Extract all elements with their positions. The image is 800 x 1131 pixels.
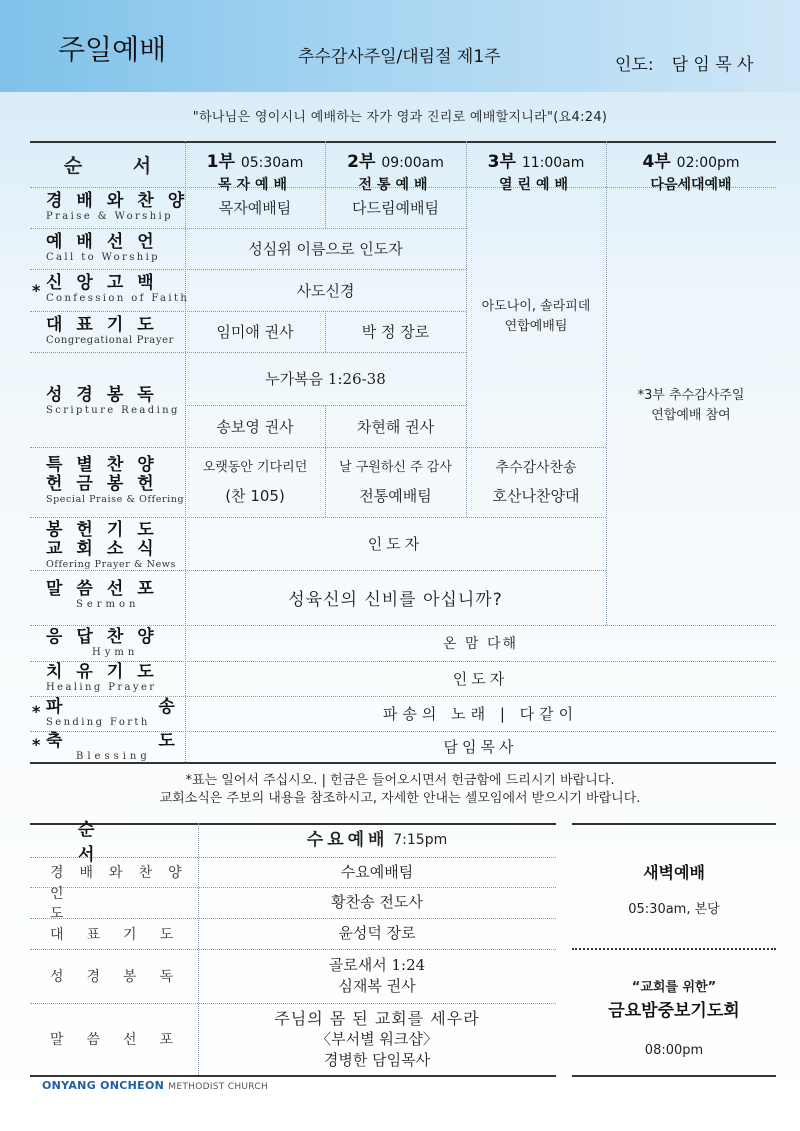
healing-value: 인도자 xyxy=(452,670,509,688)
order-header: 순 서 xyxy=(63,154,174,177)
wed-row-sermon-label: 말씀선포 xyxy=(50,1032,197,1048)
row-offering-prayer-label: 봉헌기도 교회소식 Offering Prayer & News xyxy=(46,520,177,570)
scripture-passage: 누가복음 1:26-38 xyxy=(265,370,386,388)
sending-value: 파송의 노래 | 다같이 xyxy=(382,705,579,723)
wed-lead-value: 황찬송 전도사 xyxy=(331,893,423,911)
call-value: 성심위 이름으로 인도자 xyxy=(248,240,403,258)
leader-line xyxy=(615,50,753,75)
dawn-service-title: 새벽예배 xyxy=(643,863,705,882)
service-4-header: 4부 02:00pm 다음세대예배 xyxy=(642,152,740,193)
blessing-value: 담임목사 xyxy=(443,738,518,756)
service-2-header: 2부 09:00am 전통예배 xyxy=(347,152,444,193)
notes-line-2: 교회소식은 주보의 내용을 참조하시고, 자세한 안내는 셀모임에서 받으시기 바랍니다. xyxy=(159,791,641,806)
sunday-order-table xyxy=(30,141,776,761)
row-call-label: 예배선언 Call to Worship xyxy=(46,232,168,263)
standing-star: * xyxy=(32,702,41,721)
scripture-verse: "하나님은 영이시니 예배하는 자가 영과 진리로 예배할지니라"(요4:24) xyxy=(192,110,608,125)
special-service-3: 추수감사찬송 호산나찬양대 xyxy=(492,460,580,505)
wed-row-lead-label: 인도 xyxy=(50,885,176,922)
dawn-service-detail: 05:30am, 본당 xyxy=(628,902,720,917)
wednesday-order-header: 순 서 xyxy=(78,820,131,865)
page-title: 주일예배 xyxy=(58,33,167,66)
wednesday-title: 수요예배 7:15pm xyxy=(306,829,448,850)
wed-scripture-value: 골로새서 1:24 심재복 권사 xyxy=(328,956,426,995)
wed-prayer-value: 윤성덕 장로 xyxy=(338,924,416,942)
service-3-header: 3부 11:00am 열린예배 xyxy=(487,152,585,193)
praise-service-1: 목자예배팀 xyxy=(218,199,292,217)
row-healing-label: 치유기도 Healing Prayer xyxy=(46,662,168,693)
hymn-value: 온 맘 다해 xyxy=(443,636,518,652)
wed-row-prayer-label: 대표기도 xyxy=(50,926,197,943)
service-4-merged: *3부 추수감사주일 연합예배 참여 xyxy=(637,388,745,423)
special-service-2: 날 구원하신 주 감사 전통예배팀 xyxy=(339,460,452,505)
leader-name: 담 임 목 사 xyxy=(671,55,754,75)
wed-sermon-value: 주님의 몸 된 교회를 세우라 〈부서별 워크샵〉 경병한 담임목사 xyxy=(274,1008,480,1069)
offering-prayer-value: 인도자 xyxy=(367,535,424,553)
row-blessing-label: 축도 Blessing xyxy=(46,731,271,762)
confession-value: 사도신경 xyxy=(296,281,355,300)
prayer-service-2: 박 정 장로 xyxy=(361,323,430,341)
service-3-merged: 아도나이, 솔라피데 연합예배팀 xyxy=(481,299,591,334)
row-prayer-label: 대표기도 Congregational Prayer xyxy=(46,315,175,346)
special-service-1: 오랫동안 기다리던 (찬 105) xyxy=(202,460,308,505)
row-confession-label: 신앙고백 Confession of Faith xyxy=(46,273,190,304)
praise-service-2: 다드림예배팀 xyxy=(352,199,439,217)
service-1-header: 1부 05:30am 목자예배 xyxy=(206,152,304,193)
service-subtitle: 추수감사주일/대림절 제1주 xyxy=(298,47,501,67)
standing-star: * xyxy=(32,281,41,300)
row-scripture-label: 성경봉독 Scripture Reading xyxy=(46,385,180,416)
friday-service-time: 08:00pm xyxy=(644,1043,704,1058)
row-sending-label: 파송 Sending Forth xyxy=(46,697,271,728)
sermon-title: 성육신의 신비를 아십니까? xyxy=(288,590,503,610)
wed-praise-value: 수요예배팀 xyxy=(340,862,414,881)
row-sermon-label: 말씀선포 Sermon xyxy=(46,579,168,610)
scripture-reader-2: 차현해 권사 xyxy=(356,417,435,436)
row-special-label: 특별찬양 헌금봉헌 Special Praise & Offering xyxy=(46,455,185,505)
friday-service-title: 금요밤중보기도회 xyxy=(608,1001,740,1021)
scripture-reader-1: 송보영 권사 xyxy=(216,417,294,436)
standing-star: * xyxy=(32,735,41,754)
friday-quote: “교회를 위한” xyxy=(631,980,717,995)
notes-line-1: *표는 일어서 주십시오. | 헌금은 들어오시면서 헌금함에 드리시기 바랍니다. xyxy=(185,773,615,788)
row-hymn-label: 응답찬양 Hymn xyxy=(46,627,168,658)
row-praise-label: 경배와찬양 Praise & Worship xyxy=(46,191,199,222)
leader-label: 인도: xyxy=(615,55,654,75)
church-logo: ONYANG ONCHEON METHODIST CHURCH xyxy=(42,1079,269,1092)
wed-row-scripture-label: 성경봉독 xyxy=(50,969,197,985)
prayer-service-1: 임미애 권사 xyxy=(216,323,294,341)
wed-row-praise-label: 경배와찬양 xyxy=(50,865,198,881)
